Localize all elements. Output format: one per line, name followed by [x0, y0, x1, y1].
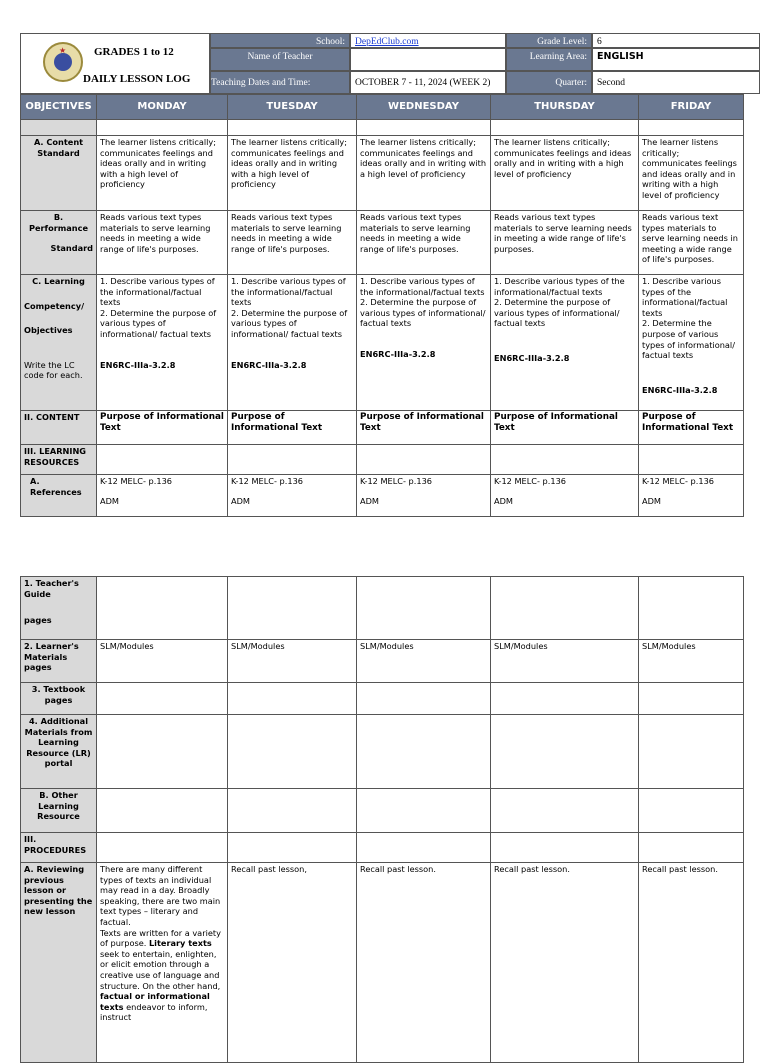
procedures-row	[21, 833, 744, 863]
empty-cell	[491, 577, 639, 640]
resources-procedures-table	[20, 576, 744, 1063]
col-objectives: OBJECTIVES	[21, 95, 97, 120]
lesson-log-header	[20, 33, 760, 94]
lc-code: EN6RC-IIIa-3.2.8	[642, 384, 718, 395]
grade-level-value: 6	[592, 33, 760, 48]
school-link[interactable]: DepEdClub.com	[355, 37, 419, 47]
content-standard-label: A. Content Standard	[21, 136, 97, 211]
textbook-row	[21, 683, 744, 715]
col-thursday: THURSDAY	[491, 95, 639, 120]
learners-materials-tuesday: SLM/Modules	[228, 640, 357, 683]
references-thursday	[491, 475, 639, 517]
grade-level-label: Grade Level:	[506, 33, 592, 48]
adm-ref: ADM	[494, 495, 513, 506]
col-monday: MONDAY	[97, 95, 228, 120]
other-resource-row	[21, 789, 744, 833]
spacer-cell	[21, 120, 97, 136]
empty-cell	[97, 577, 228, 640]
procedures-label: III. PROCEDURES	[21, 833, 97, 863]
learning-area-value: ENGLISH	[592, 48, 760, 71]
p2-text-a: Texts are written for a variety of purpose.	[100, 927, 221, 949]
seal-center	[54, 53, 72, 71]
col-wednesday: WEDNESDAY	[357, 95, 491, 120]
empty-cell	[228, 715, 357, 789]
melc-ref: K-12 MELC- p.136	[360, 476, 432, 486]
spacer-cell	[639, 120, 744, 136]
empty-cell	[228, 789, 357, 833]
performance-standard-thursday: Reads various text types materials to serve learning needs in meeting a wide range of life's purposes.	[491, 211, 639, 275]
content-standard-thursday: The learner listens critically; communicates feelings and ideas orally and in writing with a high level of proficiency	[491, 136, 639, 211]
competency-label-line1: C. Learning	[32, 276, 85, 286]
melc-ref: K-12 MELC- p.136	[494, 476, 566, 486]
competency-label	[21, 275, 97, 411]
competency-item-1: 1. Describe various types of the informational/factual texts	[100, 276, 215, 308]
content-wednesday: Purpose of Informational Text	[357, 411, 491, 445]
competency-item-2: 2. Determine the purpose of various types of informational/ factual texts	[231, 307, 348, 339]
melc-ref: K-12 MELC- p.136	[642, 476, 714, 486]
competency-monday	[97, 275, 228, 411]
performance-standard-label	[21, 211, 97, 275]
empty-cell	[357, 445, 491, 475]
lc-code: EN6RC-IIIa-3.2.8	[231, 359, 307, 370]
quarter-label: Quarter:	[506, 71, 592, 94]
empty-cell	[97, 715, 228, 789]
col-tuesday: TUESDAY	[228, 95, 357, 120]
empty-cell	[357, 577, 491, 640]
p2-factual-texts: factual or informational texts	[100, 991, 210, 1012]
performance-standard-monday: Reads various text types materials to serve learning needs in meeting a wide range of life's purposes.	[97, 211, 228, 275]
learning-resources-row	[21, 445, 744, 475]
empty-cell	[491, 683, 639, 715]
competency-label-note: Write the LC code for each.	[24, 359, 83, 381]
performance-standard-tuesday: Reads various text types materials to serve learning needs in meeting a wide range of life's purposes.	[228, 211, 357, 275]
content-friday: Purpose of Informational Text	[639, 411, 744, 445]
content-standard-row	[21, 136, 744, 211]
competency-item-1: 1. Describe various types of the informational/factual texts	[642, 276, 728, 318]
competency-label-line3: Objectives	[24, 325, 73, 336]
p2-literary-texts: Literary texts	[148, 938, 212, 949]
empty-cell	[357, 715, 491, 789]
school-label: School:	[210, 33, 350, 48]
content-tuesday: Purpose of Informational Text	[228, 411, 357, 445]
learners-materials-row	[21, 640, 744, 683]
learning-area-label: Learning Area:	[506, 48, 592, 71]
spacer-cell	[228, 120, 357, 136]
empty-cell	[491, 789, 639, 833]
lc-code: EN6RC-IIIa-3.2.8	[494, 352, 570, 363]
school-value[interactable]	[350, 33, 506, 48]
empty-cell	[639, 715, 744, 789]
adm-ref: ADM	[100, 495, 119, 506]
competency-tuesday	[228, 275, 357, 411]
learners-materials-monday: SLM/Modules	[97, 640, 228, 683]
reviewing-monday	[97, 863, 228, 1063]
content-standard-wednesday: The learner listens critically; communicates feelings and ideas orally and in writing with a high level of proficiency	[357, 136, 491, 211]
teachers-guide-label-line2: pages	[24, 615, 52, 626]
performance-standard-row	[21, 211, 744, 275]
empty-cell	[639, 577, 744, 640]
empty-cell	[639, 833, 744, 863]
reviewing-tuesday: Recall past lesson,	[228, 863, 357, 1063]
title-grades: GRADES 1 to 12	[94, 46, 174, 58]
references-tuesday	[228, 475, 357, 517]
empty-cell	[357, 789, 491, 833]
references-monday	[97, 475, 228, 517]
performance-label-line1: B. Performance	[28, 212, 89, 233]
performance-standard-friday: Reads various text types materials to serve learning needs in meeting a wide range of life's purposes.	[639, 211, 744, 275]
lc-code: EN6RC-IIIa-3.2.8	[100, 359, 176, 370]
dates-label: Teaching Dates and Time:	[210, 71, 350, 94]
spacer-cell	[97, 120, 228, 136]
competency-wednesday	[357, 275, 491, 411]
content-thursday: Purpose of Informational Text	[491, 411, 639, 445]
empty-cell	[97, 833, 228, 863]
dates-value: OCTOBER 7 - 11, 2024 (WEEK 2)	[350, 71, 506, 94]
references-row	[21, 475, 744, 517]
spacer-cell	[491, 120, 639, 136]
reviewing-row	[21, 863, 744, 1063]
reviewing-monday-p1: There are many different types of texts an individual may read in a day. Broadly speaking, there are two main text types – literary and factual.	[100, 864, 221, 927]
references-label	[21, 475, 97, 517]
empty-cell	[97, 789, 228, 833]
empty-cell	[639, 789, 744, 833]
teacher-label: Name of Teacher	[210, 48, 350, 71]
competency-item-2: 2. Determine the purpose of various types of informational/ factual texts	[494, 297, 620, 329]
empty-cell	[228, 577, 357, 640]
deped-seal-logo	[43, 42, 83, 82]
references-wednesday	[357, 475, 491, 517]
empty-cell	[357, 683, 491, 715]
learners-materials-wednesday: SLM/Modules	[357, 640, 491, 683]
content-standard-tuesday: The learner listens critically; communicates feelings and ideas orally and in writing with a high level of proficiency	[228, 136, 357, 211]
competency-friday	[639, 275, 744, 411]
quarter-value: Second	[592, 71, 760, 94]
competency-label-line2: Competency/	[24, 300, 85, 311]
additional-materials-row	[21, 715, 744, 789]
competency-item-1: 1. Describe various types of the informational/factual texts	[494, 276, 625, 297]
empty-cell	[228, 683, 357, 715]
empty-cell	[491, 445, 639, 475]
seal-star-icon: ★	[59, 46, 67, 55]
spacer-cell	[357, 120, 491, 136]
competency-item-1: 1. Describe various types of the informational/factual texts	[360, 276, 485, 297]
empty-cell	[491, 715, 639, 789]
teachers-guide-row	[21, 577, 744, 640]
empty-cell	[357, 833, 491, 863]
day-header-row	[21, 95, 744, 120]
p2-text-c: seek to entertain, enlighten, or elicit emotion through a creative use of language and structure. On the other hand,	[100, 948, 221, 991]
reviewing-monday-p2	[100, 928, 224, 1023]
learners-materials-thursday: SLM/Modules	[491, 640, 639, 683]
learners-materials-friday: SLM/Modules	[639, 640, 744, 683]
melc-ref: K-12 MELC- p.136	[231, 476, 303, 486]
additional-materials-label: 4. Additional Materials from Learning Resource (LR) portal	[21, 715, 97, 789]
adm-ref: ADM	[360, 495, 379, 506]
adm-ref: ADM	[642, 495, 661, 506]
reviewing-label: A. Reviewing previous lesson or presenting the new lesson	[21, 863, 97, 1063]
competency-item-2: 2. Determine the purpose of various types of informational/ factual texts	[100, 307, 217, 339]
textbook-label: 3. Textbook pages	[21, 683, 97, 715]
empty-cell	[639, 445, 744, 475]
reviewing-thursday: Recall past lesson.	[491, 863, 639, 1063]
competency-item-2: 2. Determine the purpose of various types of informational/ factual texts	[642, 318, 735, 361]
empty-cell	[228, 445, 357, 475]
references-label-text: A. References	[30, 476, 82, 497]
reviewing-wednesday: Recall past lesson.	[357, 863, 491, 1063]
adm-ref: ADM	[231, 495, 250, 506]
empty-cell	[639, 683, 744, 715]
reviewing-friday: Recall past lesson.	[639, 863, 744, 1063]
teachers-guide-label	[21, 577, 97, 640]
content-standard-friday: The learner listens critically; communicates feelings and ideas orally and in writing with a high level of proficiency	[639, 136, 744, 211]
content-standard-monday: The learner listens critically; communicates feelings and ideas orally and in writing with a high level of proficiency	[97, 136, 228, 211]
melc-ref: K-12 MELC- p.136	[100, 476, 172, 486]
content-row	[21, 411, 744, 445]
competency-row	[21, 275, 744, 411]
empty-cell	[97, 683, 228, 715]
competency-item-2: 2. Determine the purpose of various types of informational/ factual texts	[360, 297, 486, 329]
empty-cell	[491, 833, 639, 863]
content-label: II. CONTENT	[21, 411, 97, 445]
performance-standard-wednesday: Reads various text types materials to serve learning needs in meeting a wide range of life's purposes.	[357, 211, 491, 275]
objectives-table	[20, 94, 744, 517]
learning-resources-label: III. LEARNING RESOURCES	[21, 445, 97, 475]
other-resource-label: B. Other Learning Resource	[21, 789, 97, 833]
lc-code: EN6RC-IIIa-3.2.8	[360, 348, 436, 359]
empty-cell	[97, 445, 228, 475]
spacer-row	[21, 120, 744, 136]
teacher-value	[350, 48, 506, 71]
content-monday: Purpose of Informational Text	[97, 411, 228, 445]
learners-materials-label: 2. Learner's Materials pages	[21, 640, 97, 683]
competency-item-1: 1. Describe various types of the informational/factual texts	[231, 276, 346, 308]
teachers-guide-label-line1: 1. Teacher's Guide	[24, 578, 79, 599]
title-daily-lesson-log: DAILY LESSON LOG	[83, 73, 191, 85]
col-friday: FRIDAY	[639, 95, 744, 120]
performance-label-line2: Standard	[50, 243, 93, 254]
competency-thursday	[491, 275, 639, 411]
header-title-box	[20, 33, 210, 94]
references-friday	[639, 475, 744, 517]
p2-text-e: endeavor to inform, instruct	[100, 1001, 208, 1023]
empty-cell	[228, 833, 357, 863]
